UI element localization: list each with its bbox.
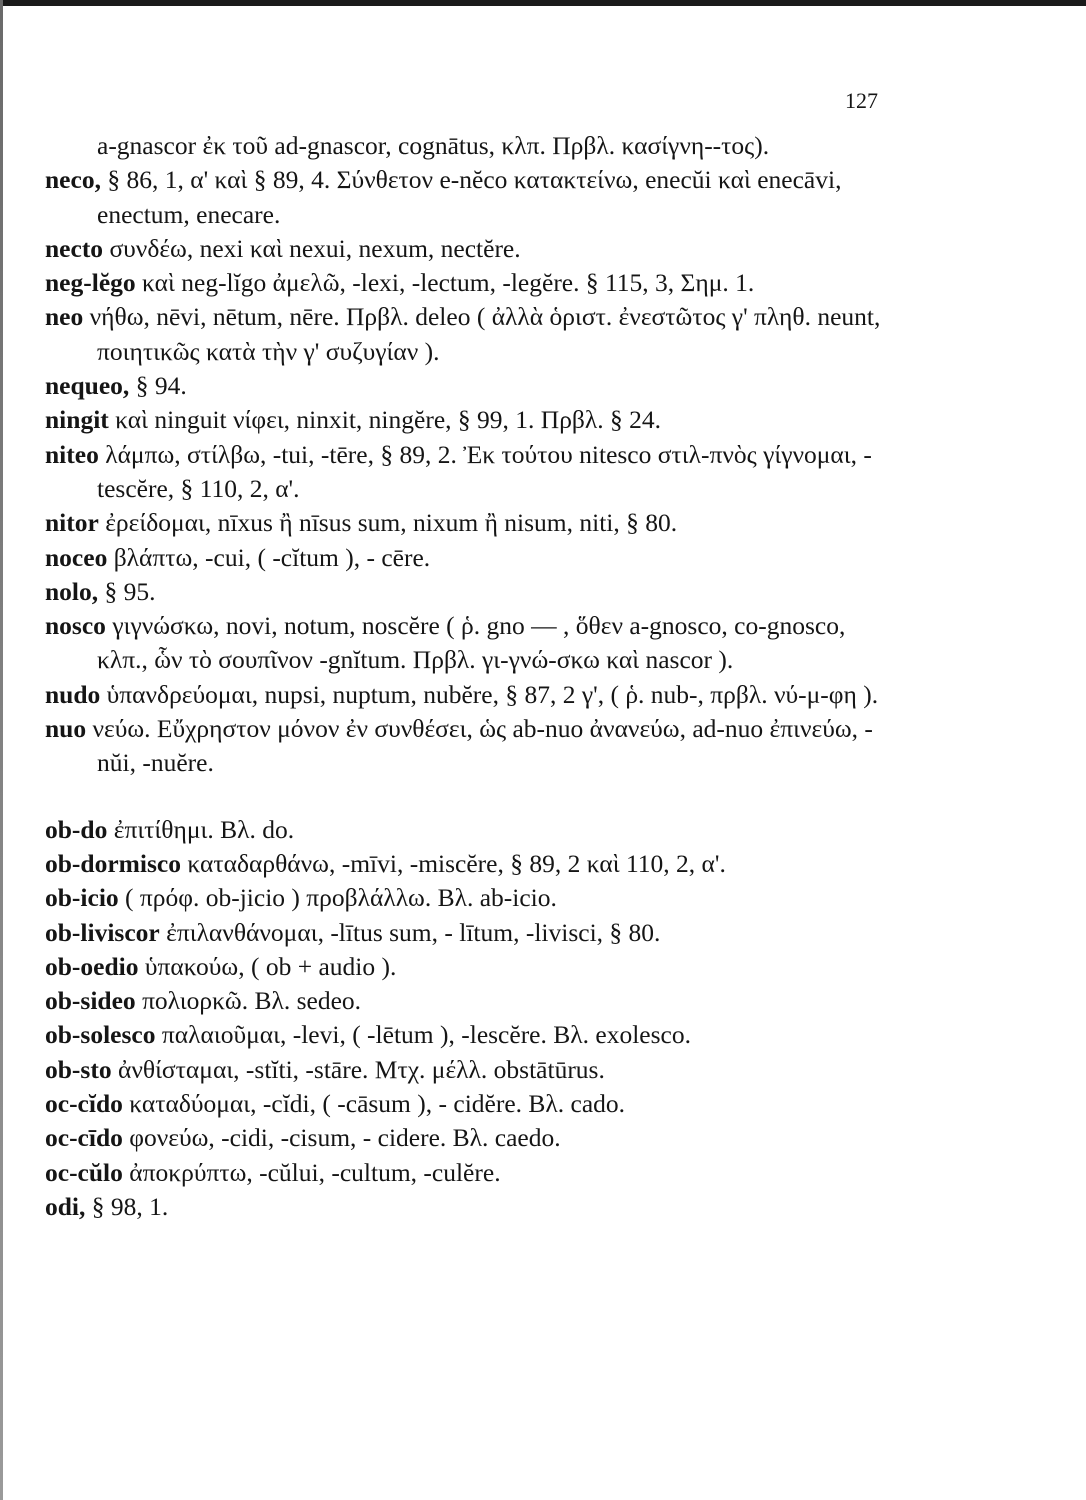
dictionary-entries <box>45 129 890 1224</box>
entry-text: ἀποκρύπτω, -cŭlui, -cultum, -culĕre. <box>129 1157 501 1187</box>
entry-headword: neg-lĕgo <box>45 268 136 298</box>
entry-text: ἀνθίσταμαι, -stĭti, -stāre. Μτχ. μέλλ. obstātūrus. <box>117 1054 605 1084</box>
dictionary-entry <box>45 232 890 266</box>
entry-headword: nudo <box>45 679 101 709</box>
entry-headword: nolo, <box>45 576 99 606</box>
entry-text: ( πρόφ. ob-jicio ) προβλάλλω. Βλ. ab-icio. <box>125 883 557 913</box>
entry-headword: nequeo, <box>45 371 130 401</box>
entry-headword: ob-oedio <box>45 951 139 981</box>
dictionary-entry <box>45 1053 890 1087</box>
entry-text: πολιορκῶ. Βλ. sedeo. <box>142 986 362 1016</box>
dictionary-entry <box>45 541 890 575</box>
entry-headword: ob-icio <box>45 883 119 913</box>
dictionary-entry <box>45 506 890 540</box>
entry-headword: odi, <box>45 1191 86 1221</box>
dictionary-entry <box>45 813 890 847</box>
dictionary-entry <box>45 1087 890 1121</box>
entry-headword: nosco <box>45 611 106 641</box>
dictionary-entry <box>45 881 890 915</box>
entry-headword: nitor <box>45 508 99 538</box>
dictionary-entry <box>45 129 890 163</box>
dictionary-entry <box>45 300 890 369</box>
entry-text: καὶ neg-lĭgo ἀμελῶ, -lexi, -lectum, -legĕre. § 115, 3, Σημ. 1. <box>142 268 755 298</box>
entry-headword: ningit <box>45 405 109 435</box>
entry-text: ὑπανδρεύομαι, nupsi, nuptum, nubĕre, § 87, 2 γ', ( ῥ. nub-, πρβλ. νύ-μ-φη ). <box>106 679 879 709</box>
dictionary-entry <box>45 847 890 881</box>
entry-text: a-gnascor ἐκ τοῦ ad-gnascor, cognātus, κλπ. Πρβλ. κασίγνη--τος). <box>97 131 770 160</box>
entry-text: νεύω. Εὔχρηστον μόνον ἐν συνθέσει, ὡς ab-nuo ἀνανεύω, ad-nuo ἐπινεύω, -nŭi, -nuĕre. <box>92 714 873 778</box>
entry-headword: oc-cīdo <box>45 1123 123 1153</box>
dictionary-entry <box>45 950 890 984</box>
entry-headword: oc-cŭlo <box>45 1157 123 1187</box>
entry-text: ἐρείδομαι, nīxus ἢ nīsus sum, nixum ἢ nisum, niti, § 80. <box>105 508 678 538</box>
entry-text: συνδέω, nexi καὶ nexui, nexum, nectĕre. <box>109 233 521 263</box>
entry-text: παλαιοῦμαι, -levi, ( -lētum ), -lescĕre. Βλ. exolesco. <box>161 1020 691 1050</box>
entry-text: ὑπακούω, ( ob + audio ). <box>144 951 397 981</box>
entry-headword: ob-do <box>45 814 108 844</box>
entry-headword: oc-cĭdo <box>45 1089 123 1119</box>
dictionary-entry <box>45 1156 890 1190</box>
entry-headword: noceo <box>45 542 108 572</box>
page-left-edge <box>0 0 3 1500</box>
page-top-edge <box>0 0 1086 6</box>
dictionary-entry <box>45 266 890 300</box>
entry-headword: neco, <box>45 165 101 195</box>
entry-text: § 95. <box>104 576 156 606</box>
dictionary-entry <box>45 678 890 712</box>
entry-headword: ob-dormisco <box>45 848 181 878</box>
entry-text: γιγνώσκω, novi, notum, noscĕre ( ῥ. gno — , ὅθεν a-gnosco, co-gnosco, κλπ., ὧν τὸ σουπῖνον -gnĭtum. Πρβλ. γι-γνώ-σκω καὶ nascor ). <box>97 611 846 675</box>
dictionary-entry <box>45 438 890 507</box>
page-number: 127 <box>845 88 878 113</box>
entry-text: λάμπω, στίλβω, -tui, -tēre, § 89, 2. Ἐκ τούτου nitesco στιλ-πνὸς γίγνομαι, -tescĕre, § 110, 2, α'. <box>97 439 872 503</box>
dictionary-entry <box>45 1018 890 1052</box>
entry-text: φονεύω, -cidi, -cisum, - cidere. Βλ. caedo. <box>129 1123 561 1153</box>
dictionary-entry <box>45 609 890 678</box>
entry-headword: ob-sto <box>45 1054 112 1084</box>
entry-headword: ob-solesco <box>45 1020 156 1050</box>
entry-text: καταδαρθάνω, -mīvi, -miscĕre, § 89, 2 καὶ 110, 2, α'. <box>187 848 726 878</box>
dictionary-entry <box>45 712 890 781</box>
entry-text: § 86, 1, α' καὶ § 89, 4. Σύνθετον e-nĕco κατακτείνω, enecŭi καὶ enecāvi, enectum, enecare. <box>97 165 842 229</box>
dictionary-entry <box>45 1121 890 1155</box>
dictionary-entry <box>45 163 890 232</box>
entry-headword: ob-sideo <box>45 986 136 1016</box>
entry-text: καὶ ninguit νίφει, ninxit, ningĕre, § 99, 1. Πρβλ. § 24. <box>115 405 662 435</box>
entry-text: ἐπιλανθάνομαι, -lītus sum, - lītum, -livisci, § 80. <box>166 917 661 947</box>
dictionary-entry <box>45 1190 890 1224</box>
dictionary-entry <box>45 403 890 437</box>
entry-text: ἐπιτίθημι. Βλ. do. <box>113 814 295 844</box>
dictionary-entry <box>45 369 890 403</box>
dictionary-entry <box>45 916 890 950</box>
entry-text: καταδύομαι, -cĭdi, ( -cāsum ), - cidĕre. Βλ. cado. <box>129 1089 626 1119</box>
entry-text: βλάπτω, -cui, ( -cĭtum ), - cēre. <box>113 542 431 572</box>
entry-text: § 98, 1. <box>91 1191 169 1221</box>
entry-text: § 94. <box>135 371 187 401</box>
entry-headword: nuo <box>45 714 87 744</box>
entry-headword: necto <box>45 233 104 263</box>
entry-headword: neo <box>45 302 84 332</box>
dictionary-entry <box>45 984 890 1018</box>
entry-text: νήθω, nēvi, nētum, nēre. Πρβλ. deleo ( ἀλλὰ ὁριστ. ἐνεστῶτος γ' πληθ. neunt, ποιητικῶς κατὰ τὴν γ' συζυγίαν ). <box>89 302 881 366</box>
dictionary-entry <box>45 575 890 609</box>
entry-headword: niteo <box>45 439 99 469</box>
entry-headword: ob-liviscor <box>45 917 160 947</box>
